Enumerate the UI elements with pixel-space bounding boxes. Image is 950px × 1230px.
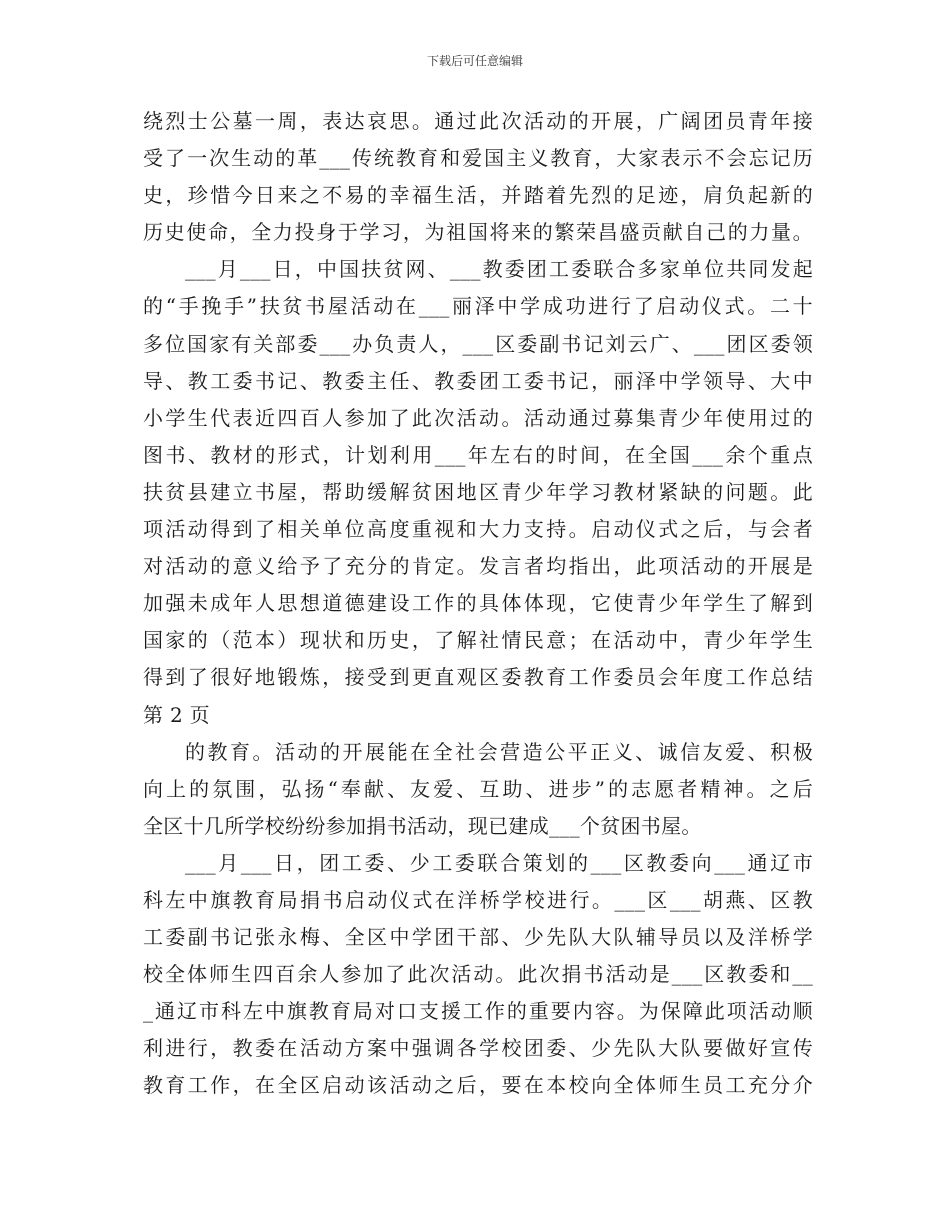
page-number: 第 2 页: [143, 702, 210, 727]
text-line: 加强未成年人思想道德建设工作的具体体现，它使青少年学生了解到: [143, 591, 813, 616]
text-line: 的“手挽手”扶贫书屋活动在___丽泽中学成功进行了启动仪式。二十: [143, 294, 813, 319]
text-line: 历史使命，全力投身于学习，为祖国将来的繁荣昌盛贡献自己的力量。: [143, 220, 813, 245]
text-line: 教育工作，在全区启动该活动之后，要在本校向全体师生员工充分介: [143, 1073, 813, 1098]
text-line: 史，珍惜今日来之不易的幸福生活，并踏着先烈的足迹，肩负起新的: [143, 183, 813, 208]
text-line: 工委副书记张永梅、全区中学团干部、少先队大队辅导员以及洋桥学: [143, 925, 813, 950]
text-line: ___月___日，团工委、少工委联合策划的___区教委向___通辽市: [185, 850, 813, 875]
text-line: 的教育。活动的开展能在全社会营造公平正义、诚信友爱、积极: [185, 739, 813, 764]
text-line: 多位国家有关部委___办负责人，___区委副书记刘云广、___团区委领: [143, 331, 813, 356]
text-line: 图书、教材的形式，计划利用___年左右的时间，在全国___余个重点: [143, 442, 813, 467]
text-line: 受了一次生动的革___传统教育和爱国主义教育，大家表示不会忘记历: [143, 146, 813, 171]
text-line: 项活动得到了相关单位高度重视和大力支持。启动仪式之后，与会者: [143, 517, 813, 542]
text-line: 得到了很好地锻炼，接受到更直观区委教育工作委员会年度工作总结: [143, 665, 813, 690]
text-line: 科左中旗教育局捐书启动仪式在洋桥学校进行。___区___胡燕、区教: [143, 887, 813, 912]
text-line: 对活动的意义给予了充分的肯定。发言者均指出，此项活动的开展是: [143, 554, 813, 579]
text-line: 小学生代表近四百人参加了此次活动。活动通过募集青少年使用过的: [143, 405, 813, 430]
page-header: 下载后可任意编辑: [426, 54, 523, 68]
text-line: 导、教工委书记、教委主任、教委团工委书记，丽泽中学领导、大中: [143, 368, 813, 393]
text-line: ___月___日，中国扶贫网、___教委团工委联合多家单位共同发起: [185, 257, 813, 282]
document-body: [143, 103, 813, 1105]
text-line: 全区十几所学校纷纷参加捐书活动，现已建成___个贫困书屋。: [143, 813, 702, 838]
text-line: 扶贫县建立书屋，帮助缓解贫困地区青少年学习教材紧缺的问题。此: [143, 479, 813, 504]
text-line: 利进行，教委在活动方案中强调各学校团委、少先队大队要做好宣传: [143, 1036, 813, 1061]
text-line: _通辽市科左中旗教育局对口支援工作的重要内容。为保障此项活动顺: [143, 999, 813, 1024]
text-line: 国家的（范本）现状和历史，了解社情民意；在活动中，青少年学生: [143, 628, 813, 653]
text-line: 校全体师生四百余人参加了此次活动。此次捐书活动是___区教委和__: [143, 962, 813, 987]
text-line: 向上的氛围，弘扬“奉献、友爱、互助、进步”的志愿者精神。之后: [143, 776, 813, 801]
text-line: 绕烈士公墓一周，表达哀思。通过此次活动的开展，广阔团员青年接: [143, 109, 813, 133]
